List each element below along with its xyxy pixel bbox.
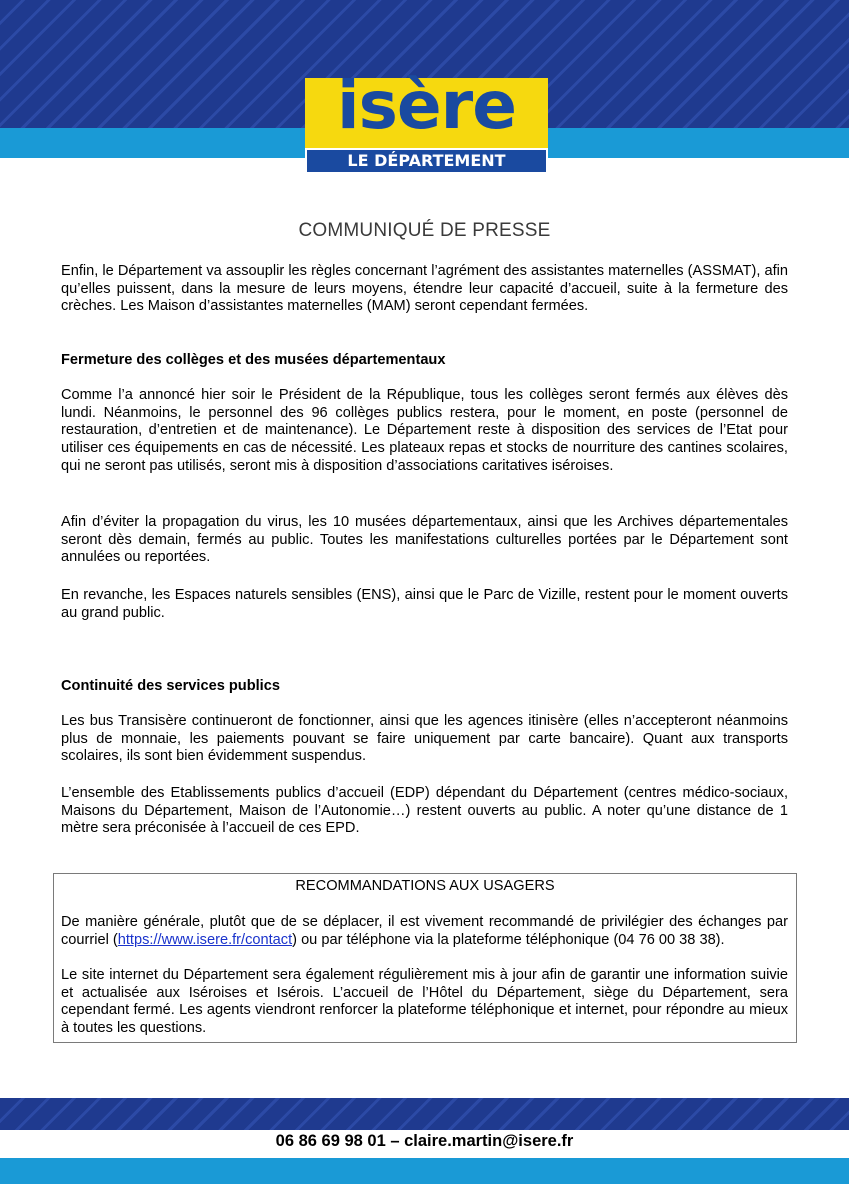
colleges-paragraph: Comme l’a annoncé hier soir le Président de la République, tous les collèges seront fermés aux élèves dès lundi. Néanmoins, le personnel des 96 collèges publics restera, pour le moment, en poste (personnel de restauration, d’entretien et de maintenance). Le Département reste à disposition des services de l’Etat pour utiliser ces équipements en cas de nécessité. Les plateaux repas et stocks de nourriture des cantines scolaires, qui ne seront pas utilisés, seront mis à disposition d’associations caritatives iséroises.: [61, 387, 788, 474]
intro-paragraph: Enfin, le Département va assouplir les règles concernant l’agrément des assistantes maternelles (ASSMAT), afin qu’elles puissent, dans la mesure de leurs moyens, étendre leur capacité d’accueil, suite à la fermeture des crèches. Les Maison d’assistantes maternelles (MAM) seront cependant fermées.: [61, 263, 788, 315]
recommendations-box: [53, 873, 797, 1043]
recommendations-title: RECOMMANDATIONS AUX USAGERS: [295, 878, 555, 894]
logo-subtitle: LE DÉPARTEMENT: [347, 151, 506, 170]
recommendations-paragraph-1: [61, 914, 788, 949]
logo-subtitle-block: [305, 148, 548, 174]
edp-paragraph: L’ensemble des Etablissements publics d’accueil (EDP) dépendant du Département (centres médico-sociaux, Maisons du Département, Maison de l’Autonomie…) restent ouverts au public. A noter qu’une distance de 1 mètre sera préconisée à l’accueil de ces EPD.: [61, 785, 788, 837]
recommendations-paragraph-2: Le site internet du Département sera également régulièrement mis à jour afin de garantir une information suivie et actualisée aux Iséroises et Isérois. L’accueil de l’Hôtel du Département, siège du Département, sera cependant fermé. Les agents viendront renforcer la plateforme téléphonique et internet, pour répondre au mieux à toutes les questions.: [61, 967, 788, 1037]
transports-paragraph: Les bus Transisère continueront de fonctionner, ainsi que les agences itinisère (elles n’accepteront néanmoins plus de monnaie, les paiements pouvant se faire uniquement par carte bancaire). Quant aux transports scolaires, ils sont bien évidemment suspendus.: [61, 713, 788, 765]
section-heading-colleges: Fermeture des collèges et des musées départementaux: [61, 352, 446, 368]
footer-contact: 06 86 69 98 01 – claire.martin@isere.fr: [275, 1132, 574, 1150]
footer-bottom-margin: [0, 1184, 849, 1200]
isere-logo: [305, 66, 548, 174]
page-title: COMMUNIQUÉ DE PRESSE: [298, 220, 551, 241]
footer-light-band: [0, 1158, 849, 1184]
footer-stripes: [0, 1098, 849, 1130]
contact-link[interactable]: https://www.isere.fr/contact: [117, 931, 293, 948]
recommendations-text-after: ) ou par téléphone via la plateforme téléphonique (04 76 00 38 38).: [292, 931, 725, 948]
section-heading-services: Continuité des services publics: [61, 678, 280, 694]
musees-paragraph: Afin d’éviter la propagation du virus, les 10 musées départementaux, ainsi que les Archives départementales seront dès demain, fermés au public. Toutes les manifestations culturelles portées par le Département sont annulées ou reportées.: [61, 514, 788, 566]
ens-paragraph: En revanche, les Espaces naturels sensibles (ENS), ainsi que le Parc de Vizille, restent pour le moment ouverts au grand public.: [61, 587, 788, 621]
logo-word: isère: [337, 67, 516, 144]
recommendations-text-before: De manière générale, plutôt que de se déplacer, il est vivement recommandé de privilégier des échanges par courriel (: [61, 914, 788, 948]
